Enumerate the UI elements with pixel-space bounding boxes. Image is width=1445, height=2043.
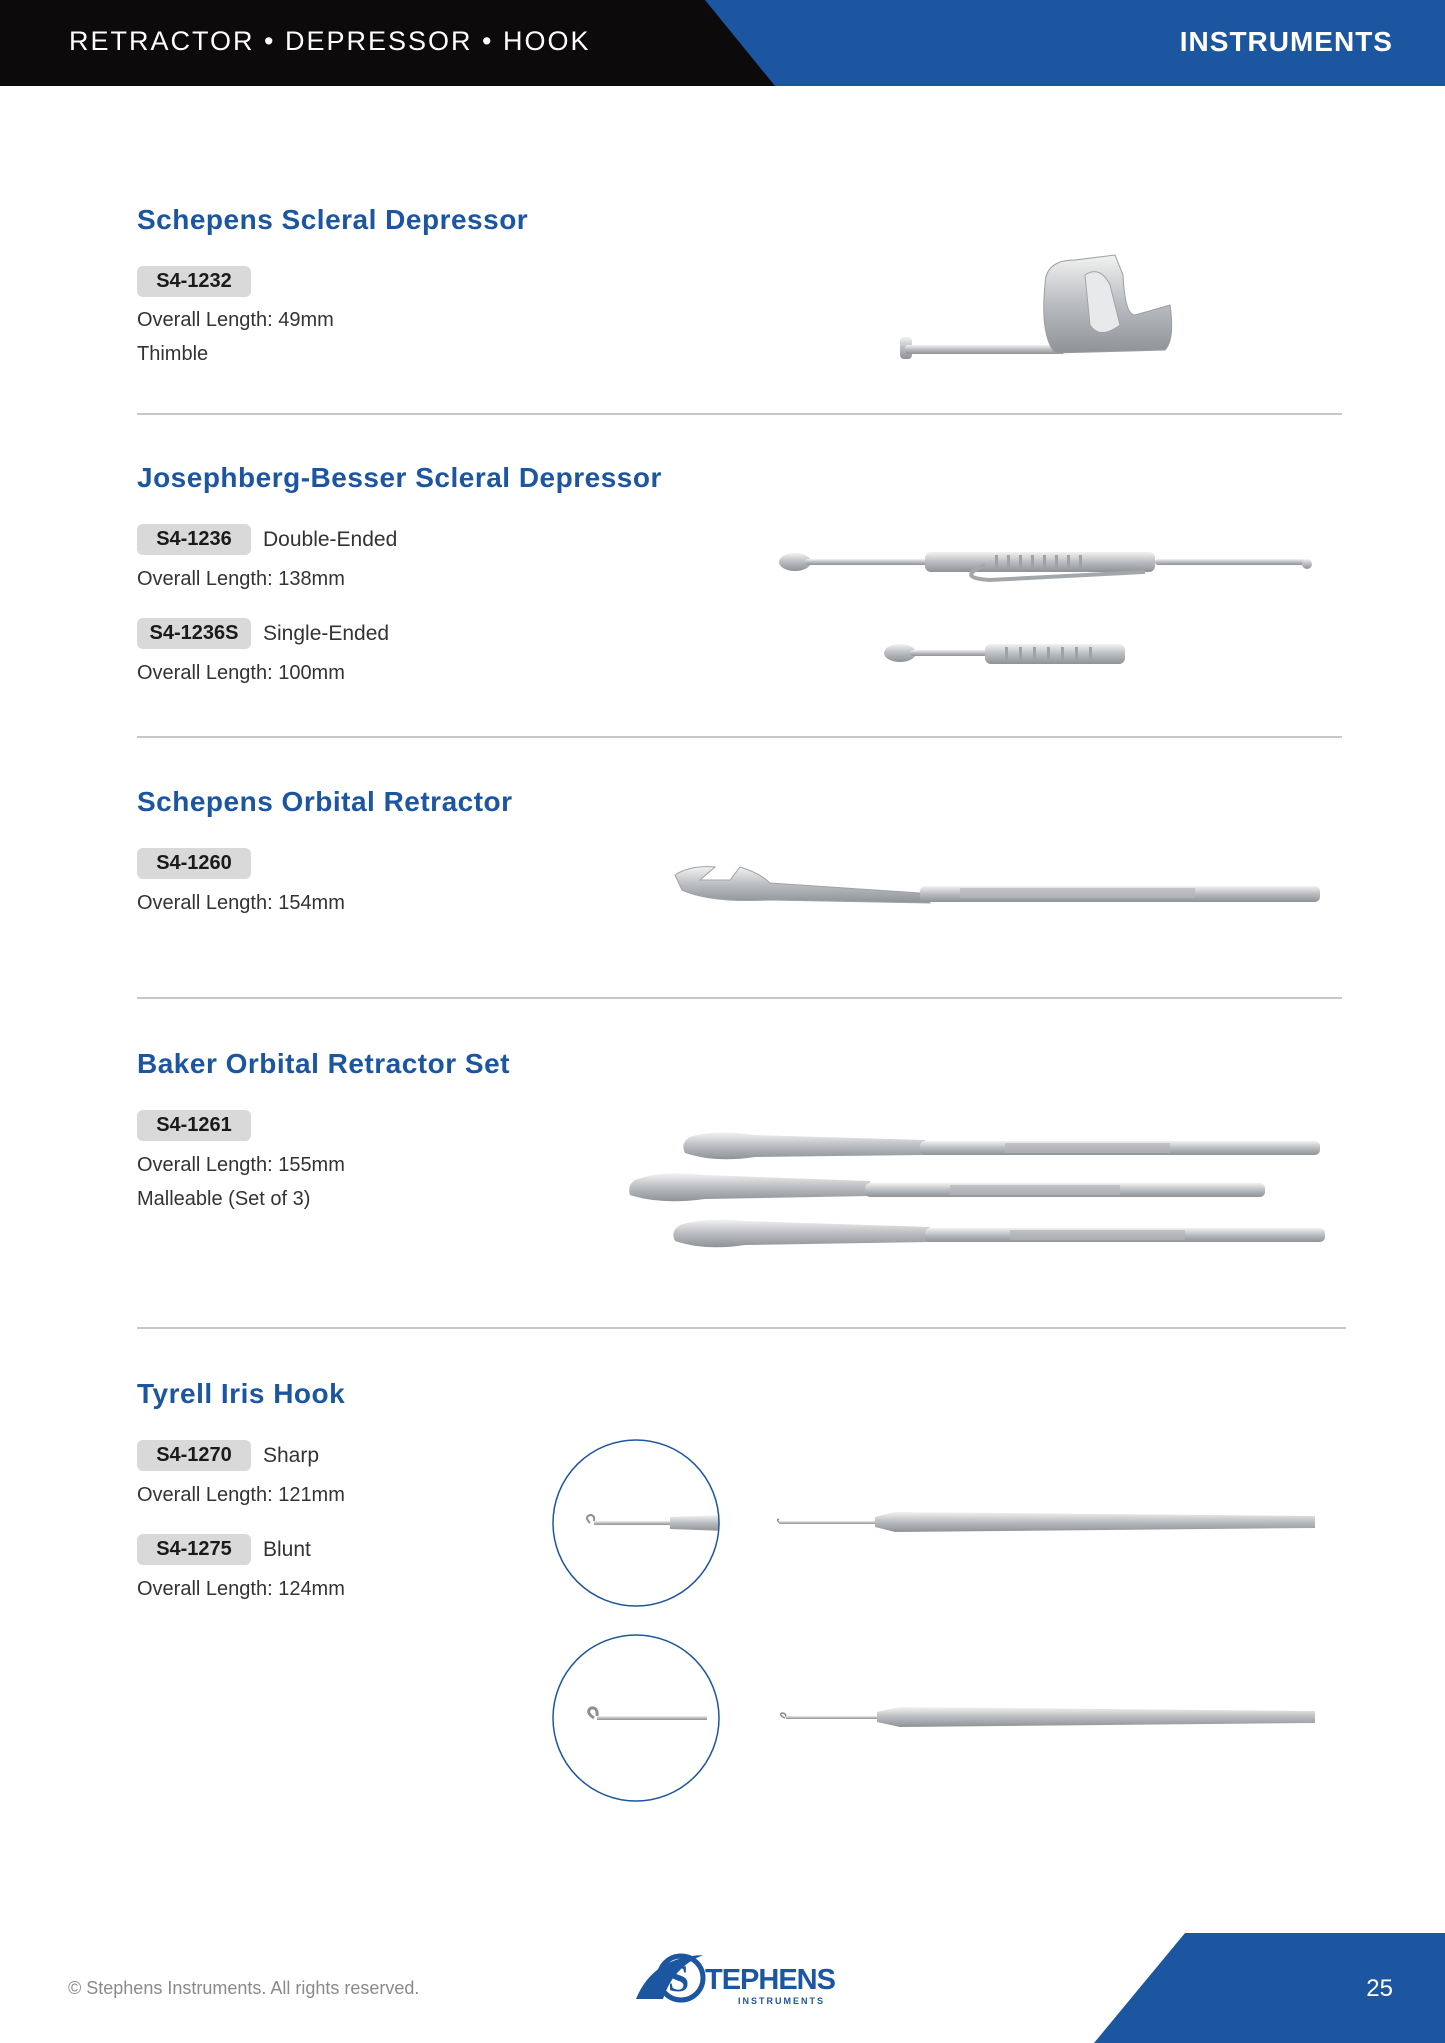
scleral-depressor-double-single-image — [775, 540, 1320, 680]
sharp-iris-hook — [778, 1512, 1315, 1532]
product-code-badge: S4-1275 — [137, 1534, 251, 1565]
product-title: Tyrell Iris Hook — [137, 1378, 346, 1409]
product-spec-length: Overall Length: 49mm — [137, 309, 334, 331]
section-divider — [137, 1327, 1346, 1329]
product-item-row — [137, 1110, 251, 1141]
product-item-row — [137, 848, 251, 879]
product-variant: Sharp — [263, 1443, 320, 1467]
product-spec-length: Overall Length: 124mm — [137, 1578, 345, 1600]
iris-hook-images — [550, 1437, 1330, 1807]
svg-text:INSTRUMENTS: INSTRUMENTS — [738, 1996, 825, 2006]
product-item-row — [137, 618, 389, 649]
product-spec-length: Overall Length: 138mm — [137, 568, 345, 590]
product-spec-length: Overall Length: 121mm — [137, 1484, 345, 1506]
product-code-badge: S4-1261 — [137, 1110, 251, 1141]
product-code-badge: S4-1260 — [137, 848, 251, 879]
page-header — [0, 0, 1445, 86]
scleral-depressor-thimble-image — [895, 245, 1175, 365]
baker-retractor-set-image — [625, 1125, 1330, 1270]
svg-text:S: S — [668, 1958, 690, 2000]
product-code-badge: S4-1236 — [137, 524, 251, 555]
section-divider — [137, 413, 1342, 415]
product-spec-type: Thimble — [137, 343, 209, 365]
product-spec-length: Overall Length: 154mm — [137, 892, 345, 914]
retractor-3 — [673, 1220, 1325, 1248]
product-spec-type: Malleable (Set of 3) — [137, 1188, 311, 1210]
product-variant: Double-Ended — [263, 527, 398, 551]
svg-text:TEPHENS: TEPHENS — [705, 1964, 835, 1996]
product-title: Schepens Scleral Depressor — [137, 204, 529, 235]
product-item-row — [137, 1440, 319, 1471]
orbital-retractor-image — [670, 855, 1320, 915]
product-code-badge: S4-1236S — [137, 618, 251, 649]
product-title: Josephberg-Besser Scleral Depressor — [137, 462, 662, 493]
footer-copyright: © Stephens Instruments. All rights reserved. — [68, 1978, 420, 1998]
product-variant: Blunt — [263, 1537, 311, 1561]
header-category: RETRACTOR • DEPRESSOR • HOOK — [69, 26, 591, 56]
product-code-badge: S4-1232 — [137, 266, 251, 297]
section-divider — [137, 736, 1342, 738]
retractor-1 — [683, 1132, 1320, 1159]
blunt-hook-detail-circle — [550, 1632, 725, 1807]
product-code-badge: S4-1270 — [137, 1440, 251, 1471]
product-item-row — [137, 1534, 311, 1565]
retractor-2 — [629, 1173, 1265, 1201]
product-variant: Single-Ended — [263, 621, 390, 645]
product-item-row — [137, 524, 397, 555]
product-title: Baker Orbital Retractor Set — [137, 1048, 510, 1079]
product-item-row — [137, 266, 251, 297]
header-section: INSTRUMENTS — [1179, 26, 1393, 57]
page-number: 25 — [1366, 1975, 1393, 2002]
product-spec-length: Overall Length: 155mm — [137, 1154, 345, 1176]
section-divider — [137, 997, 1342, 999]
product-title: Schepens Orbital Retractor — [137, 786, 513, 817]
sharp-hook-detail-circle — [550, 1437, 725, 1612]
stephens-logo — [633, 1947, 848, 2009]
blunt-iris-hook — [781, 1707, 1315, 1727]
product-spec-length: Overall Length: 100mm — [137, 662, 345, 684]
